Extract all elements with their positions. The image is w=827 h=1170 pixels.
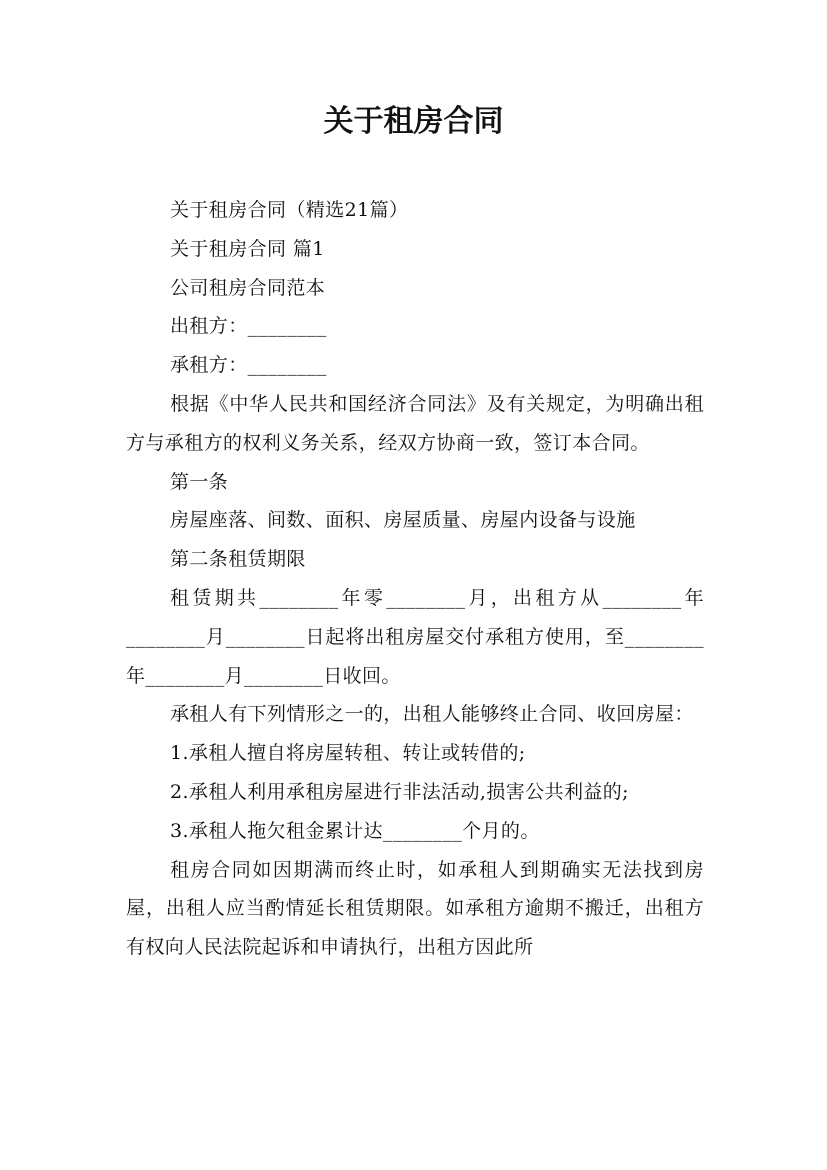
document-title: 关于租房合同 xyxy=(323,104,504,139)
document-body xyxy=(126,191,704,967)
paragraph-property-details: 房屋座落、间数、面积、房屋质量、房屋内设备与设施 xyxy=(170,509,636,532)
paragraph-article-1: 第一条 xyxy=(170,470,229,493)
list-item-sublet: 1.承租人擅自将房屋转租、转让或转借的; xyxy=(170,742,526,765)
paragraph-contract-name: 公司租房合同范本 xyxy=(170,276,326,299)
paragraph-lessee-field: 承租方：________ xyxy=(170,354,327,377)
list-item-rent-arrears: 3.承租人拖欠租金累计达________个月的。 xyxy=(170,819,540,842)
paragraph-termination-intro: 承租人有下列情形之一的，出租人能够终止合同、收回房屋： xyxy=(170,703,694,726)
paragraph-article-2: 第二条租赁期限 xyxy=(170,548,306,571)
paragraph-preamble: 根据《中华人民共和国经济合同法》及有关规定，为明确出租方与承租方的权利义务关系，经双方协商一致，签订本合同。 xyxy=(126,392,704,454)
paragraph-expiry: 租房合同如因期满而终止时，如承租人到期确实无法找到房屋，出租人应当酌情延长租赁期限。如承租方逾期不搬迁，出租方有权向人民法院起诉和申请执行，出租方因此所 xyxy=(126,858,704,959)
paragraph-subtitle: 关于租房合同（精选21篇） xyxy=(170,199,409,221)
paragraph-lease-term: 租赁期共________年零________月，出租方从________年________月________日起将出租房屋交付承租方使用，至________年________月________日收回。 xyxy=(126,586,704,687)
paragraph-section-heading: 关于租房合同 篇1 xyxy=(170,237,325,260)
list-item-illegal-use: 2.承租人利用承租房屋进行非法活动,损害公共利益的; xyxy=(170,780,629,803)
paragraph-lessor-field: 出租方：________ xyxy=(170,315,327,338)
